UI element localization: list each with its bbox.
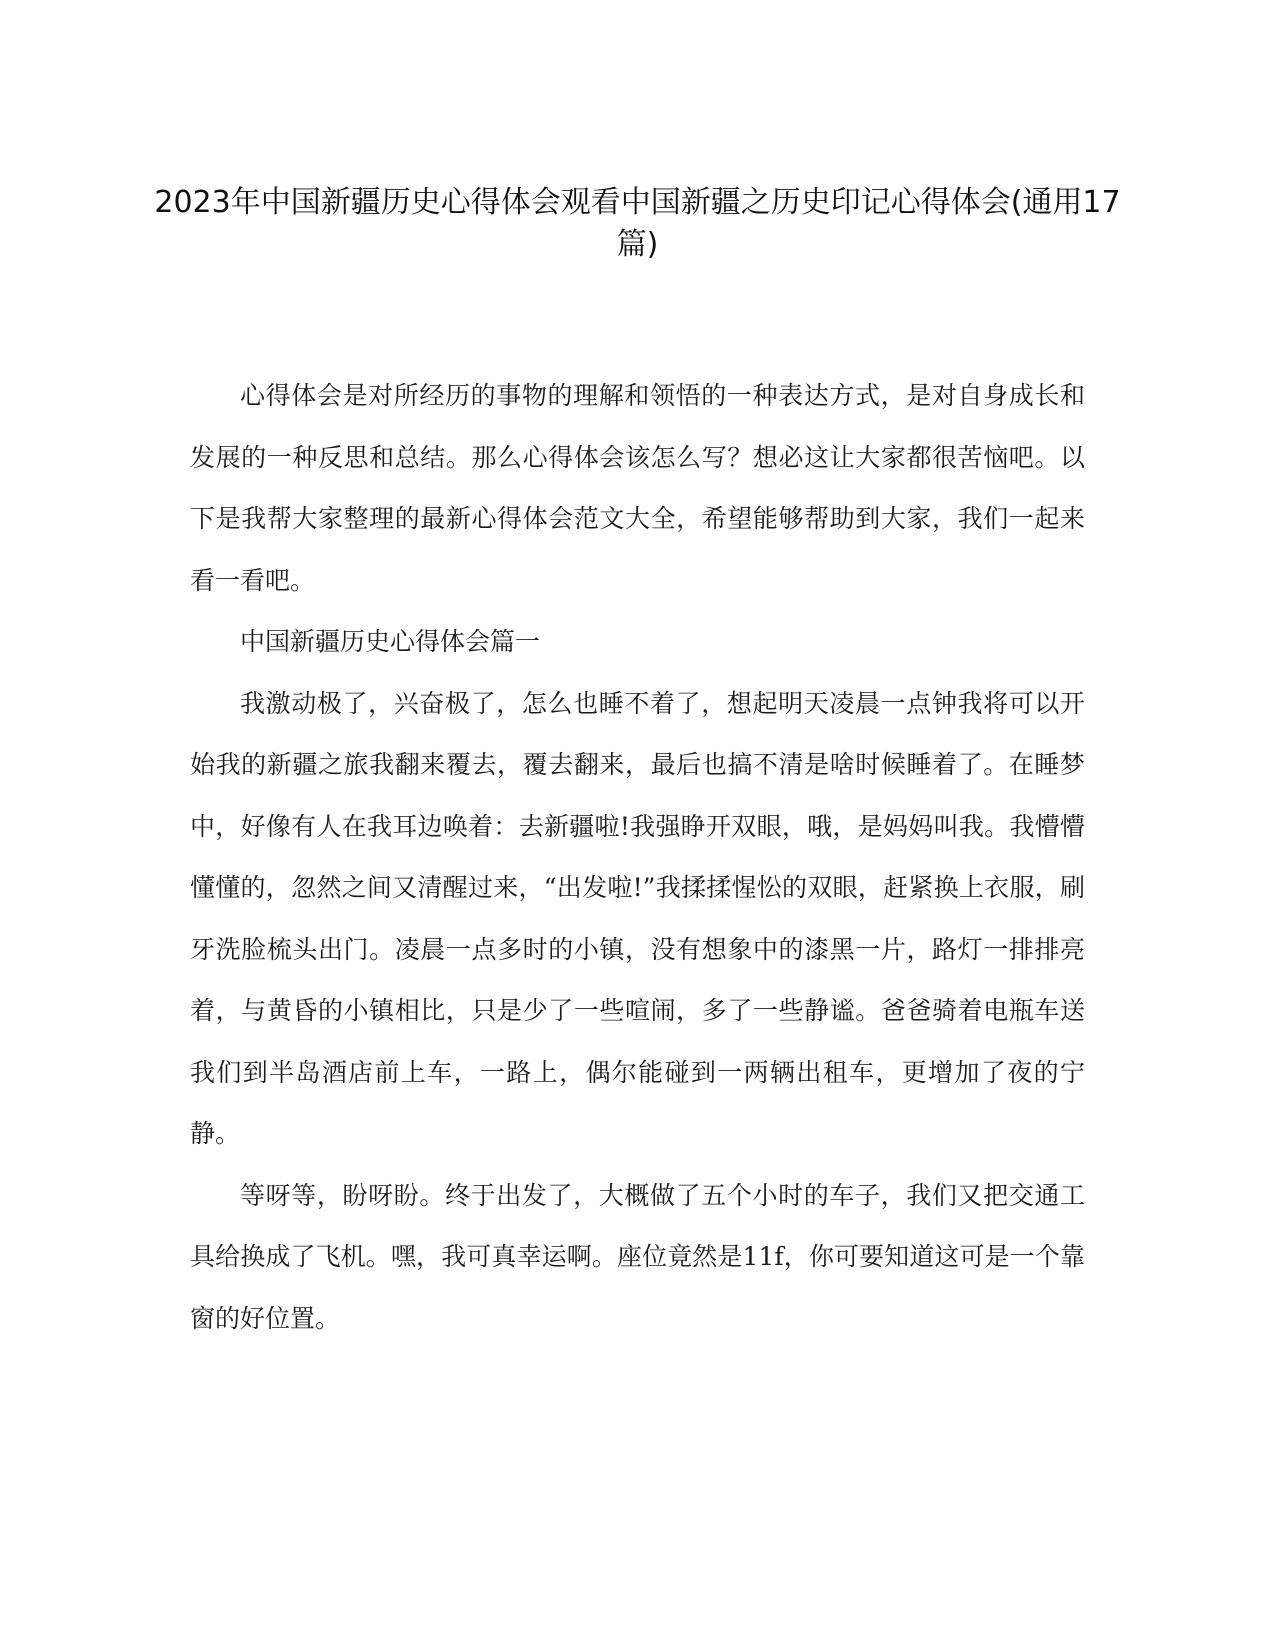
document-title: 2023年中国新疆历史心得体会观看中国新疆之历史印记心得体会(通用17篇) <box>154 185 1121 262</box>
section-heading: 中国新疆历史心得体会篇一 <box>240 627 541 656</box>
body-paragraph: 等呀等，盼呀盼。终于出发了，大概做了五个小时的车子，我们又把交通工具给换成了飞机。嘿，我可真幸运啊。座位竟然是11f，你可要知道这可是一个靠窗的好位置。 <box>190 1180 1085 1333</box>
document-body <box>190 365 1085 1349</box>
body-paragraph: 我激动极了，兴奋极了，怎么也睡不着了，想起明天凌晨一点钟我将可以开始我的新疆之旅我翻来覆去，覆去翻来，最后也搞不清是啥时候睡着了。在睡梦中，好像有人在我耳边唤着：去新疆啦!我强睁开双眼，哦，是妈妈叫我。我懵懵懂懂的，忽然之间又清醒过来，“出发啦!”我揉揉惺忪的双眼，赶紧换上衣服，刷牙洗脸梳头出门。凌晨一点多时的小镇，没有想象中的漆黑一片，路灯一排排亮着，与黄昏的小镇相比，只是少了一些喧闹，多了一些静谧。爸爸骑着电瓶车送我们到半岛酒店前上车，一路上，偶尔能碰到一两辆出租车，更增加了夜的宁静。 <box>190 688 1085 1148</box>
intro-paragraph: 心得体会是对所经历的事物的理解和领悟的一种表达方式，是对自身成长和发展的一种反思和总结。那么心得体会该怎么写？想必这让大家都很苦恼吧。以下是我帮大家整理的最新心得体会范文大全，希望能够帮助到大家，我们一起来看一看吧。 <box>190 381 1085 595</box>
